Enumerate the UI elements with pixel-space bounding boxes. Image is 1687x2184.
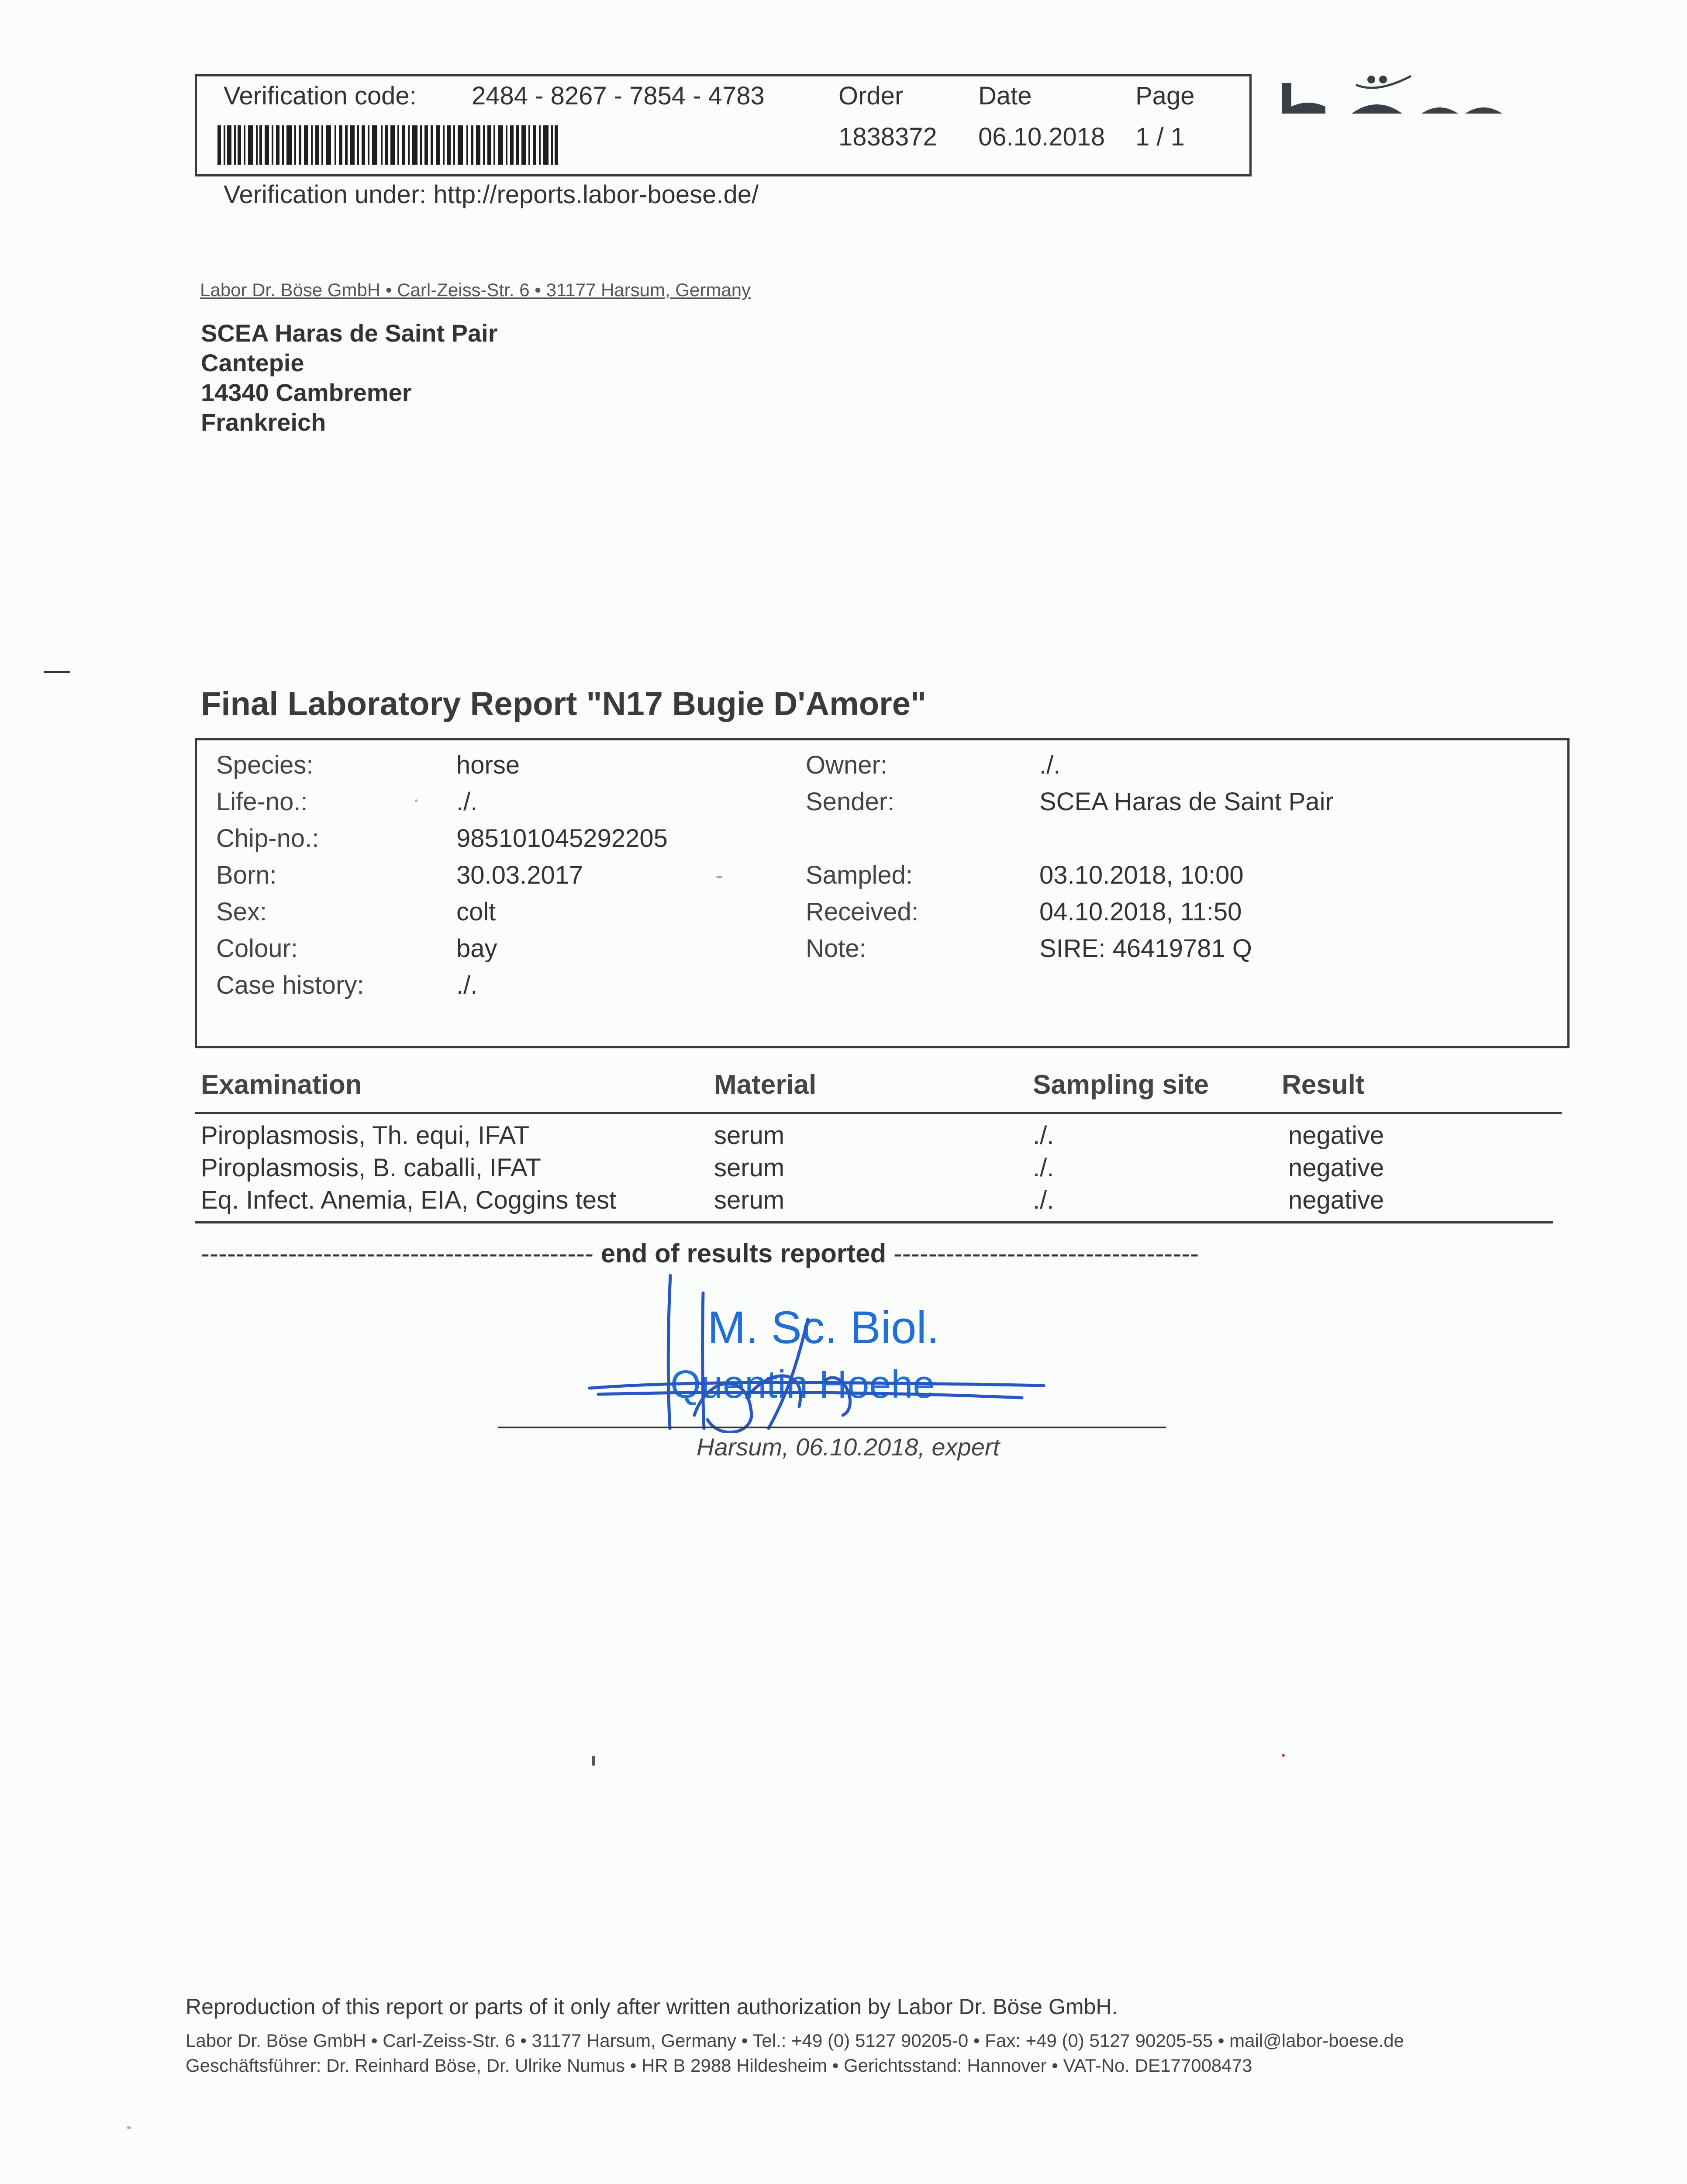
table-cell-examination: Piroplasmosis, B. caballi, IFAT [201,1154,541,1182]
order-value: 1838372 [838,123,937,151]
sender-value: SCEA Haras de Saint Pair [1039,788,1334,816]
col-header-result: Result [1282,1070,1365,1100]
report-title: Final Laboratory Report "N17 Bugie D'Amore" [201,685,927,722]
sender-label: Sender: [806,788,895,816]
chip-no-value: 985101045292205 [456,824,668,853]
species-value: horse [456,751,520,779]
scan-speck [592,1756,595,1766]
sampled-label: Sampled: [806,861,913,889]
sex-label: Sex: [216,898,267,926]
table-cell-result: negative [1288,1186,1384,1214]
born-label: Born: [216,861,277,889]
table-cell-result: negative [1288,1121,1384,1150]
footer-management-line: Geschäftsführer: Dr. Reinhard Böse, Dr. Ulrike Numus • HR B 2988 Hildesheim • Gerichtsstand: Hannover • VAT-No. DE177008473 [186,2055,1252,2076]
stamp-line-2: Quentin Hoehe [670,1363,935,1406]
end-of-results-text: end of results reported [600,1239,887,1268]
punch-mark [44,671,70,673]
table-cell-result: negative [1288,1154,1384,1182]
recipient-line: Frankreich [201,408,326,436]
verification-label: Verification code: [224,82,417,110]
table-cell-material: serum [714,1186,785,1214]
note-label: Note: [806,934,866,963]
signature-line [498,1427,1166,1428]
scan-speck [1282,1754,1285,1757]
sex-value: colt [456,898,496,926]
table-cell-material: serum [714,1154,785,1182]
received-value: 04.10.2018, 11:50 [1039,898,1242,926]
col-header-examination: Examination [201,1070,362,1100]
received-label: Received: [806,898,918,926]
table-cell-sampling-site: ./. [1033,1154,1054,1182]
barcode-icon [217,125,558,165]
boese-logo-icon [1282,70,1502,118]
col-header-material: Material [714,1070,817,1100]
born-value: 30.03.2017 [456,861,583,889]
table-cell-examination: Piroplasmosis, Th. equi, IFAT [201,1121,530,1150]
table-bottom-rule [195,1221,1553,1223]
reproduction-notice: Reproduction of this report or parts of it only after written authorization by Labor Dr. Böse GmbH. [186,1994,1118,2019]
sender-address-line: Labor Dr. Böse GmbH • Carl-Zeiss-Str. 6 • 31177 Harsum, Germany [200,280,751,300]
case-history-value: ./. [456,971,478,999]
owner-value: ./. [1039,751,1061,779]
note-value: SIRE: 46419781 Q [1039,934,1252,963]
end-dashes-right: ----------------------------------- [893,1239,1199,1268]
recipient-line: Cantepie [201,349,304,377]
col-header-sampling-site: Sampling site [1033,1070,1209,1100]
signature-stamp [563,1267,1052,1433]
table-cell-sampling-site: ./. [1033,1186,1054,1214]
table-cell-material: serum [714,1121,785,1150]
recipient-line: SCEA Haras de Saint Pair [201,319,498,347]
owner-label: Owner: [806,751,887,779]
scan-speck [127,2126,131,2129]
verification-url: Verification under: http://reports.labor-boese.de/ [224,180,759,209]
species-label: Species: [216,751,314,779]
table-cell-examination: Eq. Infect. Anemia, EIA, Coggins test [201,1186,617,1214]
order-label: Order [838,82,904,110]
footer-company-line: Labor Dr. Böse GmbH • Carl-Zeiss-Str. 6 • 31177 Harsum, Germany • Tel.: +49 (0) 5127 90205-0 • Fax: +49 (0) 5127 90205-55 • mail@labor-boese.de [186,2030,1404,2051]
colour-value: bay [456,934,497,963]
table-cell-sampling-site: ./. [1033,1121,1054,1150]
table-header-rule [195,1112,1562,1114]
life-no-label: Life-no.: [216,788,308,816]
page-label: Page [1135,82,1195,110]
date-label: Date [978,82,1032,110]
handwritten-signature-icon [590,1275,1044,1432]
colour-label: Colour: [216,934,298,963]
end-of-results-line [201,1238,1199,1268]
life-no-value: ./. [456,788,478,816]
animal-info-box [195,738,1570,1048]
page-value: 1 / 1 [1135,123,1185,151]
scan-speck [415,799,417,802]
stamp-line-1: M. Sc. Biol. [707,1302,939,1353]
case-history-label: Case history: [216,971,364,999]
sampled-value: 03.10.2018, 10:00 [1039,861,1244,889]
date-value: 06.10.2018 [978,123,1105,151]
end-dashes-left: --------------------------------------------- [201,1239,594,1268]
chip-no-label: Chip-no.: [216,824,319,853]
recipient-line: 14340 Cambremer [201,379,412,406]
verification-code: 2484 - 8267 - 7854 - 4783 [472,82,765,110]
signature-caption: Harsum, 06.10.2018, expert [697,1433,1000,1461]
scan-speck [716,876,722,878]
